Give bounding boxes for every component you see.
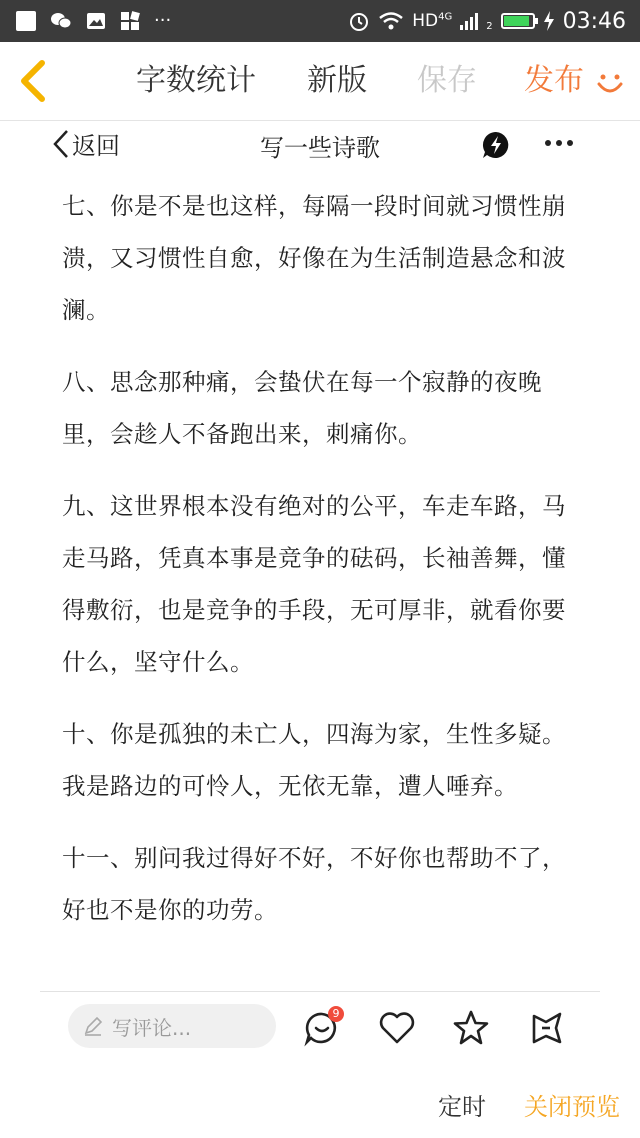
publish-button[interactable]: 发布 — [524, 63, 584, 98]
preview-header — [0, 120, 640, 168]
smile-icon[interactable] — [595, 68, 625, 98]
word-count-button[interactable]: 字数统计 — [136, 63, 256, 98]
more-dots-icon: ··· — [154, 10, 172, 31]
apps-icon — [120, 11, 140, 31]
status-bar-system — [348, 0, 626, 42]
status-bar — [0, 0, 640, 42]
like-heart-icon[interactable] — [377, 1008, 417, 1048]
more-options-icon[interactable] — [545, 140, 573, 146]
paragraph: 十一、别问我过得好不好，不好你也帮助不了，好也不是你的功劳。 — [62, 844, 566, 924]
status-bar-notifications — [0, 11, 171, 31]
back-chevron-icon[interactable] — [16, 59, 52, 103]
new-version-button[interactable]: 新版 — [307, 63, 367, 98]
signal-icon — [460, 12, 478, 30]
alarm-icon — [348, 10, 370, 32]
paragraph: 九、这世界根本没有绝对的公平，车走车路，马走马路，凭真本事是竞争的砝码，长袖善舞，懂得敷衍，也是竞争的手段，无可厚非，就看你要什么，坚守什么。 — [62, 492, 566, 676]
share-icon[interactable] — [526, 1008, 566, 1048]
editor-toolbar — [0, 42, 640, 121]
article-content — [62, 180, 582, 956]
paragraph: 八、思念那种痛，会蛰伏在每一个寂静的夜晚里，会趁人不备跑出来，刺痛你。 — [62, 368, 542, 448]
network-type: $HD^{4G}$ — [412, 11, 453, 31]
charging-icon — [543, 11, 555, 31]
divider — [40, 991, 600, 992]
sim-slot: 2 — [486, 21, 493, 32]
favorite-star-icon[interactable] — [451, 1008, 491, 1048]
clock: 03:46 — [562, 8, 626, 34]
comment-placeholder: 写评论... — [112, 1015, 192, 1040]
notification-square-icon — [16, 11, 36, 31]
comment-input[interactable] — [68, 1004, 276, 1048]
preview-back-label: 返回 — [72, 132, 120, 160]
save-button[interactable]: 保存 — [417, 63, 477, 98]
battery-icon — [501, 13, 535, 29]
schedule-button[interactable]: 定时 — [438, 1093, 486, 1121]
preview-title: 写一些诗歌 — [260, 134, 380, 162]
close-preview-button[interactable]: 关闭预览 — [524, 1093, 620, 1121]
wifi-icon — [378, 11, 404, 31]
comment-count-badge: 9 — [328, 1006, 344, 1022]
paragraph: 七、你是不是也这样，每隔一段时间就习惯性崩溃，又习惯性自愈，好像在为生活制造悬念和波澜。 — [62, 192, 566, 324]
paragraph: 十、你是孤独的未亡人，四海为家，生性多疑。我是路边的可怜人，无依无靠，遭人唾弃。 — [62, 720, 566, 800]
image-icon — [86, 12, 106, 30]
bolt-chat-icon[interactable] — [481, 130, 511, 160]
pen-icon — [82, 1015, 104, 1037]
wechat-icon — [50, 11, 72, 31]
